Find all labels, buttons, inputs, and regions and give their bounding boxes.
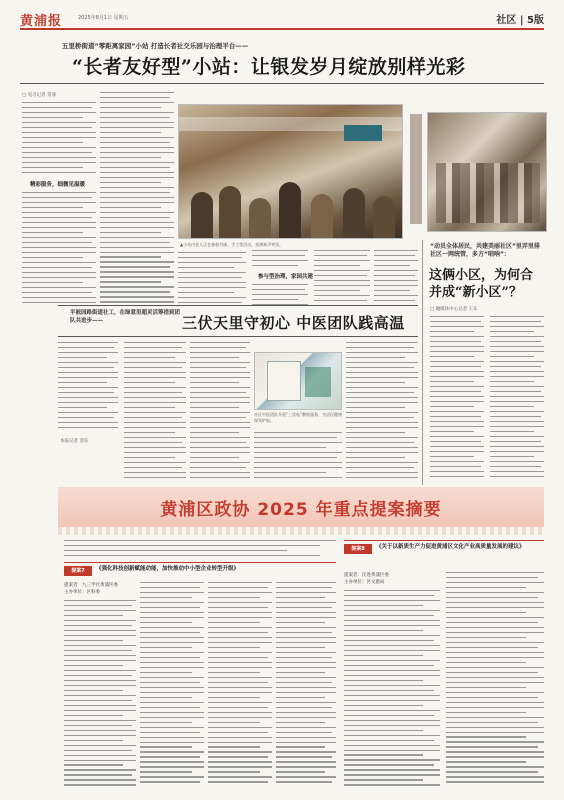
proposal-8-title: 《关于以新质生产力促进黄浦区文化产业高质量发展的建议》 bbox=[376, 544, 525, 550]
banner-title: 黄浦区政协 2025 年重点提案摘要 bbox=[160, 500, 442, 520]
mid-text-col3 bbox=[190, 342, 250, 482]
mid-text-col2 bbox=[124, 342, 186, 482]
mid-headline: 三伏天里守初心 中医团队践高温 bbox=[182, 314, 405, 332]
proposal-8-host: 主办单位：区文旅局 bbox=[344, 580, 385, 586]
proposal-7-text-col3 bbox=[208, 582, 272, 790]
sidebar-headline: 这俩小区，为何合并成“新小区”？ bbox=[429, 268, 534, 300]
newspaper-brand: 黄浦报 bbox=[20, 14, 63, 29]
lead-text-col1b bbox=[22, 192, 96, 308]
vertical-caption-strip bbox=[410, 114, 422, 224]
proposal-7-rule bbox=[64, 562, 336, 563]
lead-text-col1a bbox=[22, 102, 96, 176]
sidebar-byline: □ 融媒体中心记者 王东 bbox=[430, 307, 478, 312]
proposal-7-text-col2 bbox=[140, 582, 204, 790]
proposal-7-tag: 提案7 bbox=[64, 566, 92, 576]
proposal-7-authors bbox=[64, 582, 136, 596]
proposal-8-text-col2 bbox=[446, 572, 544, 790]
sidebar-kicker: “动员全体居民，共建美丽社区”里弄里排社区一网统管，多方“唱响”： bbox=[430, 243, 540, 259]
sidebar-text-col2 bbox=[490, 316, 544, 484]
proposal-8-tag: 提案8 bbox=[344, 544, 372, 554]
lead-text-col3 bbox=[178, 252, 246, 308]
proposal-7-title: 《强化科技创新赋能动能，加快推动中小型企业转型升级》 bbox=[96, 566, 240, 572]
proposal-7-text-col1 bbox=[64, 600, 136, 790]
lead-subhead-2: 参与型治理，家园共建 bbox=[258, 274, 314, 280]
lead-photo bbox=[178, 104, 403, 239]
lead-subhead-1: 精彩服务，细微见温暖 bbox=[30, 182, 86, 188]
lead-byline: □ 见习记者 常睿 bbox=[22, 93, 57, 98]
lead-kicker: 五里桥街道“零距离家园”小站 打造长者社交乐园与治理平台—— bbox=[62, 42, 249, 50]
activity-photo bbox=[427, 112, 547, 232]
divider bbox=[20, 83, 544, 84]
mid-kicker: 半淞园路街道社工，在绿意里超灵活筹措到团队共进步—— bbox=[70, 310, 181, 325]
proposal-banner bbox=[58, 487, 544, 527]
lead-text-col4a bbox=[252, 250, 308, 270]
proposal-8-authors bbox=[344, 572, 440, 586]
sidebar-text-col1 bbox=[430, 316, 484, 484]
proposal-8-text-col1 bbox=[344, 590, 440, 790]
issue-date: 2025年8月1日 星期五 bbox=[78, 15, 129, 21]
proposal-7-text-col4 bbox=[276, 582, 336, 790]
proposal-7-author: 提案者：九三学社黄浦区委 bbox=[64, 583, 118, 588]
mid-text-col5 bbox=[346, 342, 418, 482]
herbal-package-photo bbox=[254, 352, 342, 410]
lead-text-col2 bbox=[100, 92, 174, 308]
divider bbox=[58, 305, 418, 306]
banner-pattern bbox=[58, 527, 544, 535]
mid-text-col4 bbox=[254, 432, 342, 482]
proposal-8-author: 提案者：民进黄浦区委 bbox=[344, 573, 389, 578]
masthead bbox=[20, 10, 544, 30]
lead-text-col6 bbox=[374, 250, 418, 308]
proposal-7-host: 主办单位：区科委 bbox=[64, 590, 100, 596]
sidebar-rule bbox=[422, 240, 423, 485]
section-label: 社区 | 5版 bbox=[496, 15, 544, 26]
mid-byline: 本报记者 金钰 bbox=[60, 439, 89, 444]
lead-photo-caption: ▲小站内老人正在参加书画、手工等活动，充满欢声笑语。 bbox=[180, 242, 284, 247]
lead-text-col5 bbox=[314, 250, 370, 308]
lead-headline: “长者友好型”小站：让银发岁月绽放别样光彩 bbox=[72, 56, 466, 78]
proposal-8-rule bbox=[344, 540, 544, 541]
mid-text-col1 bbox=[58, 342, 118, 432]
divider bbox=[58, 336, 418, 337]
mid-photo-caption: 社区中医团队开展“三伏贴”敷贴服务，为居民健康保驾护航。 bbox=[254, 412, 343, 423]
banner-intro bbox=[64, 540, 336, 560]
